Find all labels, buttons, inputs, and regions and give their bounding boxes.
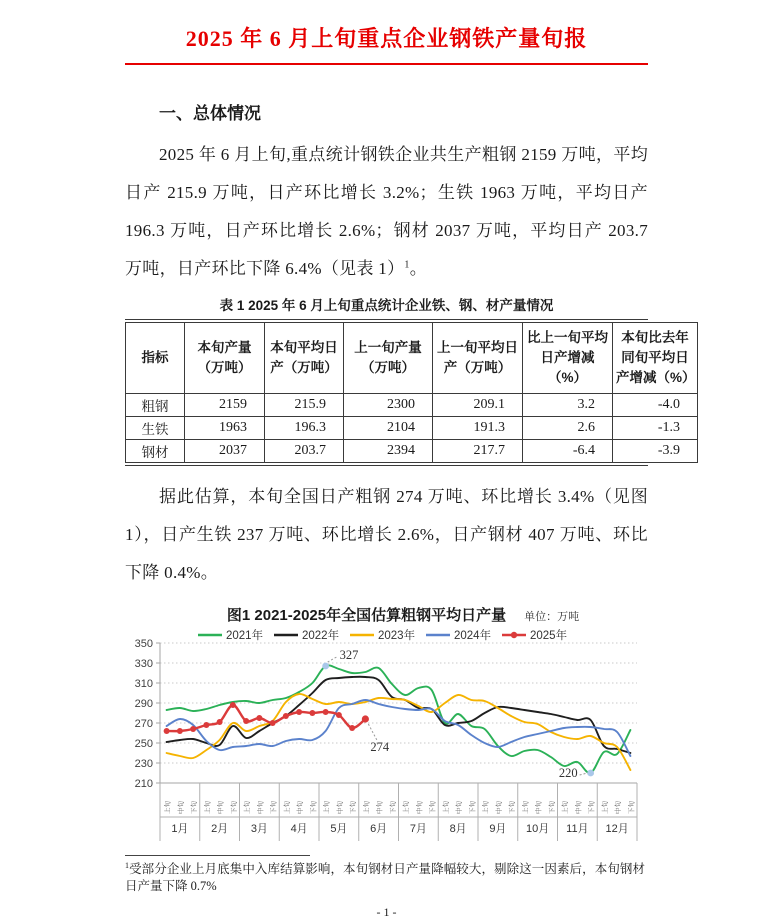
y-tick-label: 270 xyxy=(134,718,153,730)
period-label: 上旬 xyxy=(323,801,331,814)
period-label: 上旬 xyxy=(403,801,411,814)
y-tick-label: 230 xyxy=(134,758,153,770)
period-label: 下旬 xyxy=(310,801,318,814)
period-label: 中旬 xyxy=(217,801,225,814)
paragraph-overview xyxy=(125,136,648,288)
row-label: 钢材 xyxy=(126,440,185,463)
footnote-reference: 1 xyxy=(404,259,410,271)
month-label: 8月 xyxy=(449,823,467,835)
data-point-2025年 xyxy=(203,722,209,728)
line-chart xyxy=(128,627,688,845)
table-caption: 表 1 2025 年 6 月上旬重点统计企业铁、钢、材产量情况 xyxy=(219,298,554,313)
y-tick-label: 350 xyxy=(134,638,153,650)
table-header-row xyxy=(126,323,698,394)
period-label: 中旬 xyxy=(615,801,623,814)
table-cell-value: -4.0 xyxy=(613,394,698,417)
period-label: 中旬 xyxy=(575,801,583,814)
table-row xyxy=(126,417,698,440)
table-row xyxy=(126,394,698,417)
data-point-2025年 xyxy=(349,725,355,731)
chart-title-row xyxy=(168,604,638,625)
legend-label: 2025年 xyxy=(530,630,568,642)
y-tick-label: 290 xyxy=(134,698,153,710)
production-table-body xyxy=(126,394,698,463)
period-label: 上旬 xyxy=(522,801,530,814)
table-cell-value: 191.3 xyxy=(433,417,523,440)
month-label: 9月 xyxy=(489,823,507,835)
period-label: 中旬 xyxy=(456,801,464,814)
period-label: 中旬 xyxy=(177,801,185,814)
period-label: 下旬 xyxy=(350,801,358,814)
data-point-2025年 xyxy=(256,715,262,721)
period-label: 中旬 xyxy=(535,801,543,814)
table-cell-value: 209.1 xyxy=(433,394,523,417)
footnote-section xyxy=(125,855,648,895)
annotation-leader xyxy=(580,773,588,775)
table-cell-value: 2159 xyxy=(185,394,265,417)
data-point-2025年 xyxy=(217,719,223,725)
table-cell-value: 2.6 xyxy=(523,417,613,440)
month-label: 3月 xyxy=(250,823,268,835)
table-cell-value: -6.4 xyxy=(523,440,613,463)
table-cell-value: 196.3 xyxy=(265,417,344,440)
highlight-point xyxy=(587,770,594,777)
legend-label: 2022年 xyxy=(302,630,340,642)
month-label: 7月 xyxy=(409,823,427,835)
period-label: 下旬 xyxy=(509,801,517,814)
legend-swatch-marker xyxy=(511,632,517,638)
table-header-cell: 比上一旬平均日产增减（%） xyxy=(523,323,613,394)
table-wrapper xyxy=(125,319,696,466)
table-header-cell: 本旬产量（万吨） xyxy=(185,323,265,394)
period-label: 下旬 xyxy=(588,801,596,814)
document-content xyxy=(125,0,696,920)
month-label: 11月 xyxy=(566,823,589,835)
y-tick-label: 330 xyxy=(134,658,153,670)
period-label: 上旬 xyxy=(244,801,252,814)
period-label: 上旬 xyxy=(562,801,570,814)
table-cell-value: 2300 xyxy=(344,394,433,417)
period-label: 中旬 xyxy=(495,801,503,814)
annotation-label: 274 xyxy=(370,740,390,754)
period-label: 上旬 xyxy=(204,801,212,814)
legend-label: 2024年 xyxy=(454,630,492,642)
series-line-2023年 xyxy=(167,694,631,770)
table-cell-value: 3.2 xyxy=(523,394,613,417)
document-title: 2025 年 6 月上旬重点企业钢铁产量旬报 xyxy=(185,26,588,51)
production-table xyxy=(125,322,698,463)
period-label: 上旬 xyxy=(442,801,450,814)
data-point-2025年 xyxy=(190,726,196,732)
period-label: 下旬 xyxy=(548,801,556,814)
table-cell-value: 1963 xyxy=(185,417,265,440)
period-label: 中旬 xyxy=(257,801,265,814)
y-tick-label: 310 xyxy=(134,678,153,690)
legend-label: 2021年 xyxy=(226,630,264,642)
period-label: 中旬 xyxy=(336,801,344,814)
series-line-2022年 xyxy=(167,677,631,753)
row-label: 粗钢 xyxy=(126,394,185,417)
month-label: 4月 xyxy=(290,823,308,835)
production-table-head xyxy=(126,323,698,394)
period-label: 下旬 xyxy=(469,801,477,814)
period-label: 下旬 xyxy=(270,801,278,814)
data-point-2025年 xyxy=(243,718,249,724)
table-header-cell: 本旬比去年同旬平均日产增减（%） xyxy=(613,323,698,394)
month-label: 12月 xyxy=(605,823,629,835)
table-cell-value: 215.9 xyxy=(265,394,344,417)
data-point-2025年 xyxy=(323,709,329,715)
period-label: 中旬 xyxy=(297,801,305,814)
series-line-2021年 xyxy=(167,665,631,773)
period-label: 上旬 xyxy=(601,801,609,814)
data-point-2025年 xyxy=(164,728,170,734)
table-header-cell: 指标 xyxy=(126,323,185,394)
data-point-2025年 xyxy=(283,713,289,719)
data-point-2025年 xyxy=(230,702,236,708)
table-cell-value: 217.7 xyxy=(433,440,523,463)
month-label: 1月 xyxy=(171,823,189,835)
data-point-2025年 xyxy=(362,715,369,722)
data-point-2025年 xyxy=(309,710,315,716)
period-label: 中旬 xyxy=(416,801,424,814)
title-underline xyxy=(125,63,648,65)
highlight-point xyxy=(322,663,329,670)
y-tick-label: 250 xyxy=(134,738,153,750)
table-cell-value: 203.7 xyxy=(265,440,344,463)
period-label: 上旬 xyxy=(164,801,172,814)
annotation-leader xyxy=(368,724,377,741)
chart-block xyxy=(128,604,688,845)
footnote-separator xyxy=(125,855,310,856)
paragraph-overview-suffix: 。 xyxy=(409,259,428,278)
table-row xyxy=(126,440,698,463)
annotation-label: 220 xyxy=(558,766,578,780)
table-cell-value: -3.9 xyxy=(613,440,698,463)
paragraph-estimate: 据此估算，本旬全国日产粗钢 274 万吨、环比增长 3.4%（见图 1），日产生铁 237 万吨、环比增长 2.6%，日产钢材 407 万吨、环比下降 0.4%。 xyxy=(125,487,648,582)
y-tick-label: 210 xyxy=(134,778,153,790)
chart-unit-label: 单位：万吨 xyxy=(524,611,580,623)
paragraph-overview-text: 2025 年 6 月上旬,重点统计钢铁企业共生产粗钢 2159 万吨，平均日产 215.9 万吨，日产环比增长 3.2%；生铁 1963 万吨，平均日产 196.3 万吨，日产环比增长 2.6%；钢材 2037 万吨，平均日产 203.7 万吨，日产环比下降 6.4%（见表 1） xyxy=(125,145,648,278)
period-label: 下旬 xyxy=(191,801,199,814)
month-label: 6月 xyxy=(370,823,388,835)
table-header-cell: 上一旬产量（万吨） xyxy=(344,323,433,394)
month-label: 5月 xyxy=(330,823,348,835)
period-label: 下旬 xyxy=(230,801,238,814)
chart-title: 图1 2021-2025年全国估算粗钢平均日产量 xyxy=(226,607,507,624)
data-point-2025年 xyxy=(336,712,342,718)
page-number: - 1 - xyxy=(376,905,397,919)
period-label: 中旬 xyxy=(376,801,384,814)
data-point-2025年 xyxy=(270,720,276,726)
table-cell-value: -1.3 xyxy=(613,417,698,440)
table-header-cell: 上一旬平均日产（万吨） xyxy=(433,323,523,394)
month-label: 2月 xyxy=(211,823,229,835)
footnote-body: 受部分企业上月底集中入库结算影响，本旬钢材日产量降幅较大，剔除这一因素后，本旬钢材日产量下降 0.7% xyxy=(125,862,645,893)
data-point-2025年 xyxy=(177,728,183,734)
legend-label: 2023年 xyxy=(378,630,416,642)
footnote-text xyxy=(125,861,645,895)
annotation-label: 327 xyxy=(339,648,359,662)
period-label: 下旬 xyxy=(389,801,397,814)
footnote-marker: 1 xyxy=(125,860,129,870)
period-label: 下旬 xyxy=(429,801,437,814)
data-point-2025年 xyxy=(296,709,302,715)
month-label: 10月 xyxy=(526,823,550,835)
annotation-leader xyxy=(328,657,337,662)
table-cell-value: 2394 xyxy=(344,440,433,463)
period-label: 下旬 xyxy=(628,801,636,814)
table-header-cell: 本旬平均日产（万吨） xyxy=(265,323,344,394)
period-label: 上旬 xyxy=(363,801,371,814)
period-label: 上旬 xyxy=(482,801,490,814)
table-cell-value: 2037 xyxy=(185,440,265,463)
period-label: 上旬 xyxy=(283,801,291,814)
section-heading: 一、总体情况 xyxy=(159,104,261,123)
row-label: 生铁 xyxy=(126,417,185,440)
table-cell-value: 2104 xyxy=(344,417,433,440)
